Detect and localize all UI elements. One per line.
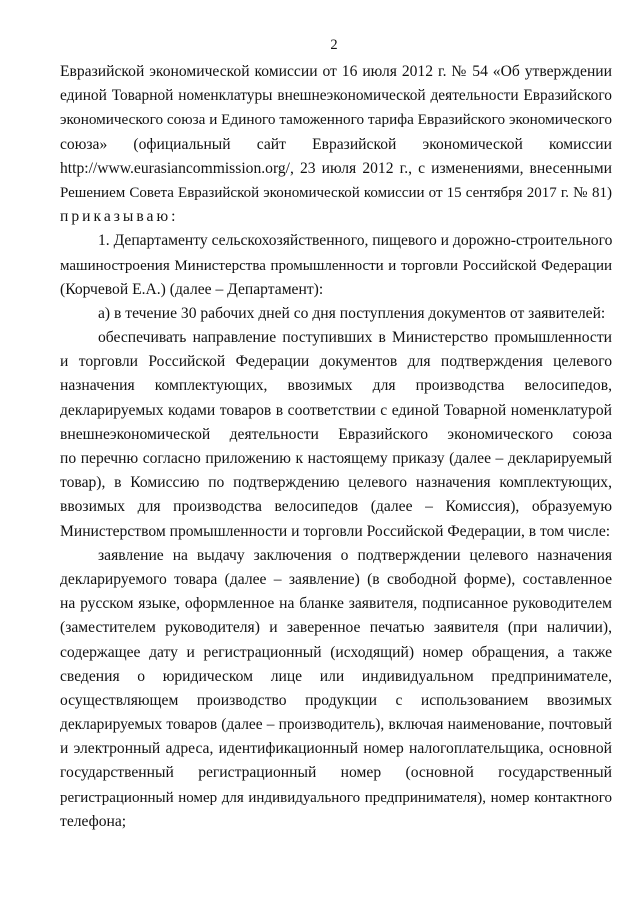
- document-body: [60, 60, 612, 834]
- text-line: телефона;: [60, 812, 127, 830]
- text-line: (Корчевой Е.А.) (далее – Департамент):: [60, 280, 324, 298]
- text-line: и электронный адреса, идентификационный номер налогоплательщика, основной: [60, 740, 612, 758]
- text-line: (заместителем руководителя) и заверенное печатью заявителя (при наличии),: [60, 619, 612, 637]
- text-line: 1. Департаменту сельскохозяйственного, пищевого и дорожно-строительного: [98, 232, 613, 250]
- text-line: Решением Совета Евразийской экономической комиссии от 15 сентября 2017 г. № 81): [60, 184, 612, 201]
- text-line: содержащее дату и регистрационный (исходящий) номер обращения, а также: [60, 643, 612, 661]
- text-line: http://www.eurasiancommission.org/, 23 июля 2012 г., с изменениями, внесенными: [60, 159, 612, 177]
- text-line: экономического союза и Единого таможенного тарифа Евразийского экономического: [60, 111, 612, 129]
- text-line: а) в течение 30 рабочих дней со дня поступления документов от заявителей:: [98, 304, 606, 322]
- text-line: осуществляющем производство продукции с использованием ввозимых: [60, 691, 612, 709]
- text-line: на русском языке, оформленное на бланке заявителя, подписанное руководителем: [60, 595, 612, 613]
- text-line: декларируемых товаров (далее – производитель), включая наименование, почтовый: [60, 716, 612, 734]
- text-line: сведения о юридическом лице или индивидуальном предпринимателе,: [60, 667, 612, 685]
- text-line: назначения комплектующих, ввозимых для производства велосипедов,: [60, 377, 612, 395]
- text-line: государственный регистрационный номер (основной государственный: [60, 764, 612, 782]
- text-line: единой Товарной номенклатуры внешнеэкономической деятельности Евразийского: [60, 87, 612, 105]
- text-line: заявление на выдачу заключения о подтверждении целевого назначения: [98, 546, 612, 564]
- text-line: декларируемых кодами товаров в соответствии с единой Товарной номенклатурой: [60, 401, 612, 419]
- text-line: декларируемого товара (далее – заявление) (в свободной форме), составленное: [60, 570, 612, 588]
- text-line: внешнеэкономической деятельности Евразийского экономического союза: [60, 425, 612, 443]
- text-line: обеспечивать направление поступивших в Министерство промышленности: [98, 329, 612, 347]
- text-line: и торговли Российской Федерации документов для подтверждения целевого: [60, 353, 612, 371]
- text-line: Министерством промышленности и торговли Российской Федерации, в том числе:: [60, 522, 611, 540]
- text-line: Евразийской экономической комиссии от 16 июля 2012 г. № 54 «Об утверждении: [60, 63, 612, 80]
- text-line: товар), в Комиссию по подтверждению целевого назначения комплектующих,: [60, 474, 612, 492]
- page-number: 2: [330, 37, 338, 53]
- text-line: по перечню согласно приложению к настоящему приказу (далее – декларируемый: [60, 450, 612, 467]
- text-line: ввозимых для производства велосипедов (далее – Комиссия), образуемую: [60, 498, 612, 516]
- text-line: регистрационный номер для индивидуального предпринимателя), номер контактного: [60, 789, 612, 806]
- text-line: приказываю:: [60, 208, 179, 226]
- text-line: союза» (официальный сайт Евразийской экономической комиссии: [60, 135, 612, 153]
- text-line: машиностроения Министерства промышленности и торговли Российской Федерации: [60, 257, 612, 274]
